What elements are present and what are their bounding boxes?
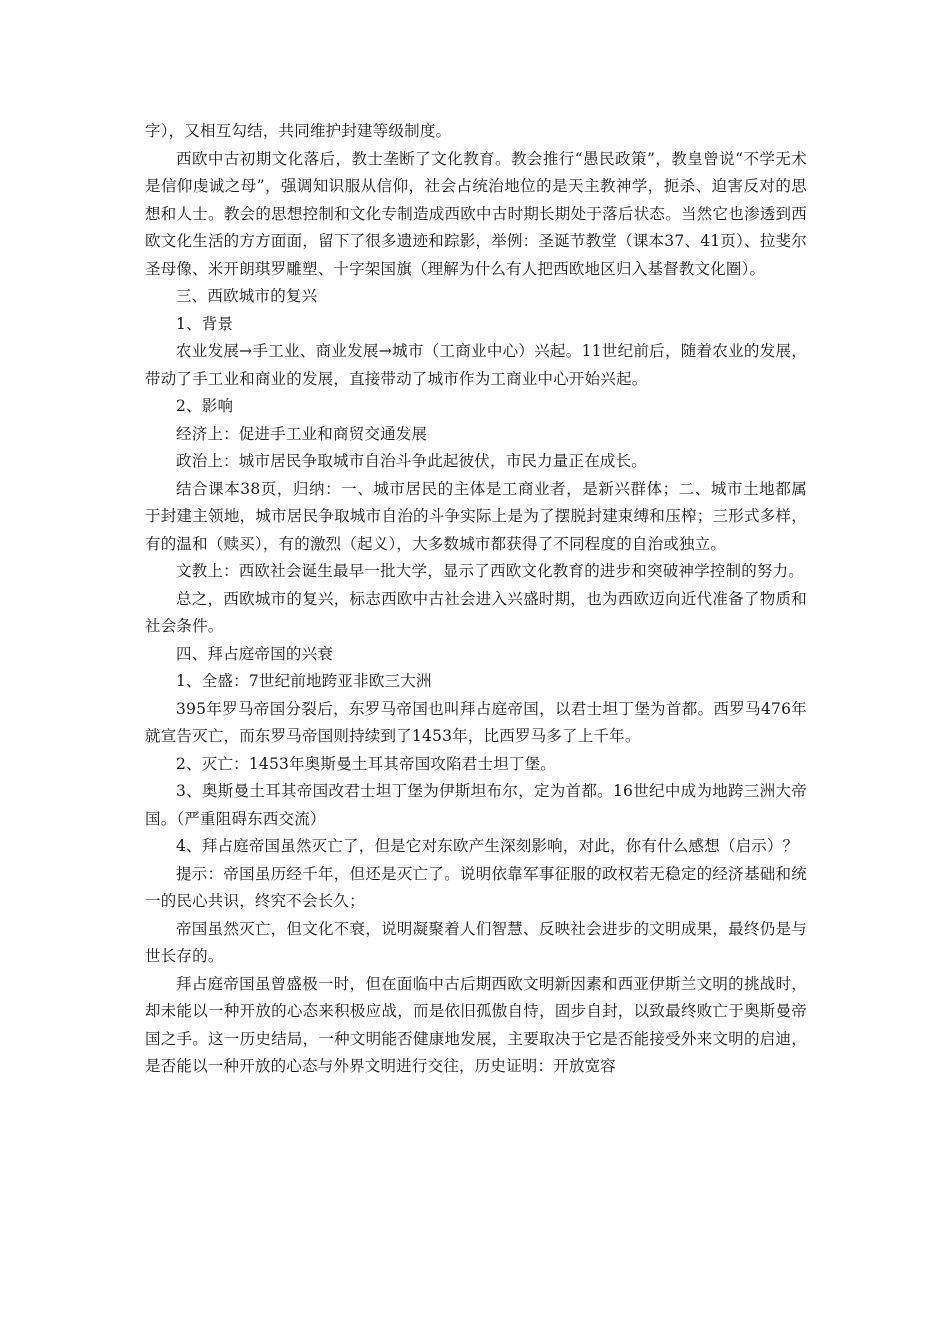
paragraph-395: 395年罗马帝国分裂后，东罗马帝国也叫拜占庭帝国，以君士坦丁堡为首都。西罗马476年就宣告灭亡，而东罗马帝国则持续到了1453年，比西罗马多了上千年。: [145, 699, 807, 745]
paragraph-0: 字），又相互勾结，共同维护封建等级制度。: [145, 122, 452, 140]
paragraph-4: 农业发展→手工业、商业发展→城市（工商业中心）兴起。11世纪前后，随着农业的发展，带动了手工业和商业的发展，直接带动了城市作为工商业中心开始兴起。: [145, 342, 807, 388]
paragraph-culture: 帝国虽然灭亡，但文化不衰，说明凝聚着人们智慧、反映社会进步的文明成果，最终仍是与世长存的。: [145, 919, 807, 965]
paragraph-hint: 提示：帝国虽历经千年，但还是灭亡了。说明依靠军事征服的政权若无稳定的经济基础和统一的民心共识，终究不会长久；: [145, 864, 807, 910]
paragraph-ottoman: 3、奥斯曼土耳其帝国改君士坦丁堡为伊斯坦布尔，定为首都。16世纪中成为地跨三洲大帝国。（严重阻碍东西交流）: [145, 782, 807, 828]
section-heading-3: 三、西欧城市的复兴: [176, 287, 318, 305]
subheading-fall: 2、灭亡：1453年奥斯曼土耳其帝国攻陷君士坦丁堡。: [176, 754, 557, 773]
subheading-peak: 1、全盛：7世纪前地跨亚非欧三大洲: [176, 672, 432, 690]
paragraph-summary-38: 结合课本38页，归纳：一、城市居民的主体是工商业者，是新兴群体；二、城市土地都属于封建主领地，城市居民争取城市自治的斗争实际上是为了摆脱封建束缚和压榨；三形式多样，有的温和（赎买），有的激烈（起义），大多数城市都获得了不同程度的自治或独立。: [145, 479, 807, 553]
paragraph-economy: 经济上：促进手工业和商贸交通发展: [176, 424, 428, 443]
paragraph-education: 文教上：西欧社会诞生最早一批大学，显示了西欧文化教育的进步和突破神学控制的努力。: [176, 562, 805, 580]
paragraph-byzantine: 拜占庭帝国虽曾盛极一时，但在面临中古后期西欧文明新因素和西亚伊斯兰文明的挑战时，却未能以一种开放的心态来积极应战，而是依旧孤傲自恃，固步自封，以致最终败亡于奥斯曼帝国之手。这一历史结局，一种文明能否健康地发展，主要取决于它是否能接受外来文明的启迪，是否能以一种开放的心态与外界文明进行交往，历史证明：开放宽容: [145, 974, 807, 1075]
section-heading-4: 四、拜占庭帝国的兴衰: [176, 644, 334, 663]
document-body: [145, 118, 807, 1081]
subheading-influence: 2、影响: [176, 397, 234, 415]
subheading-background: 1、背景: [176, 314, 234, 333]
paragraph-politics: 政治上：城市居民争取城市自治斗争此起彼伏，市民力量正在成长。: [176, 452, 648, 470]
paragraph-conclusion: 总之，西欧城市的复兴，标志西欧中古社会进入兴盛时期，也为西欧迈向近代准备了物质和社会条件。: [145, 589, 807, 635]
paragraph-question: 4、拜占庭帝国虽然灭亡了，但是它对东欧产生深刻影响，对此，你有什么感想（启示）？: [176, 837, 799, 855]
paragraph-1: 西欧中古初期文化落后，教士垄断了文化教育。教会推行“愚民政策”，教皇曾说“不学无术是信仰虔诚之母”，强调知识服从信仰，社会占统治地位的是天主教神学，扼杀、迫害反对的思想和人士。教会的思想控制和文化专制造成西欧中古时期长期处于落后状态。当然它也渗透到西欧文化生活的方方面面，留下了很多遗迹和踪影，举例：圣诞节教堂（课本37、41页）、拉斐尔圣母像、米开朗琪罗雕塑、十字架国旗（理解为什么有人把西欧地区归入基督教文化圈）。: [145, 149, 807, 278]
